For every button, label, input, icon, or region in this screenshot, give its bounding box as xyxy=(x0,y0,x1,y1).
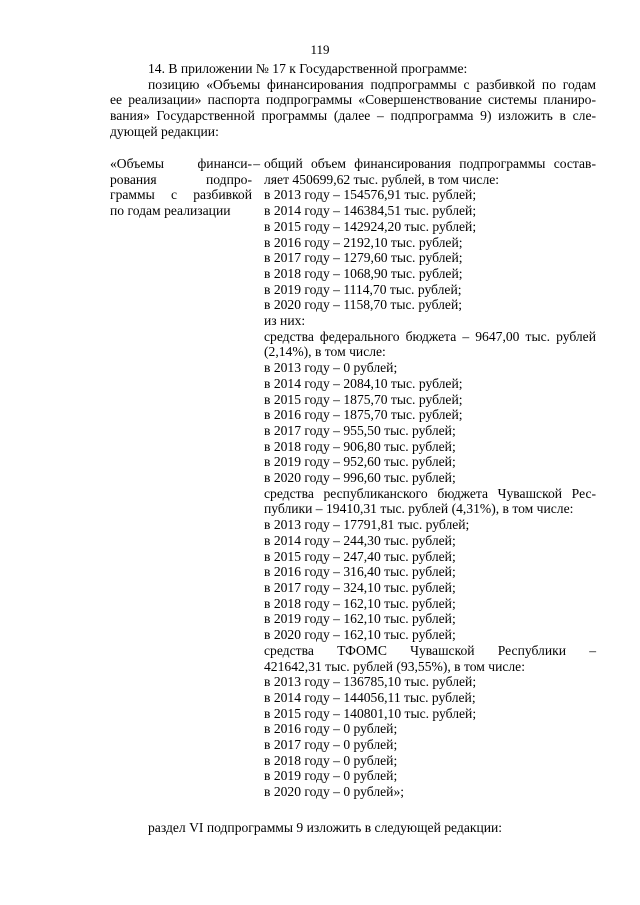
intro-paragraph xyxy=(110,77,596,140)
intro-section xyxy=(110,61,596,140)
value-line: средства ТФОМС Чувашской Республики – xyxy=(264,642,596,658)
value-line: в 2013 году – 17791,81 тыс. рублей; xyxy=(264,517,470,533)
value-line: в 2017 году – 1279,60 тыс. рублей; xyxy=(264,250,463,266)
closing-instruction: раздел VI подпрограммы 9 изложить в следующей редакции: xyxy=(148,820,503,835)
value-line: в 2015 году – 140801,10 тыс. рублей; xyxy=(264,705,477,721)
value-line: в 2015 году – 142924,20 тыс. рублей; xyxy=(264,218,477,234)
value-line: в 2016 году – 316,40 тыс. рублей; xyxy=(264,564,456,580)
value-line: в 2020 году – 996,60 тыс. рублей; xyxy=(264,470,456,486)
value-line: 421642,31 тыс. рублей (93,55%), в том числе: xyxy=(264,658,525,674)
intro-line-3: вания» Государственной программы (далее – подпрограмма 9) изложить в сле- xyxy=(110,108,596,124)
value-line: общий объем финансирования подпрограммы состав- xyxy=(264,156,596,171)
value-line: в 2020 году – 162,10 тыс. рублей; xyxy=(264,627,456,643)
value-line: в 2017 году – 0 рублей; xyxy=(264,737,398,753)
value-line: публики – 19410,31 тыс. рублей (4,31%), в том числе: xyxy=(264,501,574,517)
value-line: в 2018 году – 1068,90 тыс. рублей; xyxy=(264,265,463,281)
value-line: из них: xyxy=(264,313,306,329)
value-line: в 2019 году – 952,60 тыс. рублей; xyxy=(264,454,456,470)
label-line: «Объемы финанси- xyxy=(110,156,252,171)
value-line: в 2019 году – 162,10 тыс. рублей; xyxy=(264,611,456,627)
value-line: в 2019 году – 0 рублей; xyxy=(264,768,398,784)
passport-dash: – xyxy=(253,156,260,171)
value-line: в 2014 году – 146384,51 тыс. рублей; xyxy=(264,203,477,219)
passport-label-cell xyxy=(110,156,252,219)
value-line: в 2017 году – 324,10 тыс. рублей; xyxy=(264,579,456,595)
value-line: в 2018 году – 162,10 тыс. рублей; xyxy=(264,595,456,611)
value-line: в 2020 году – 1158,70 тыс. рублей; xyxy=(264,297,463,313)
passport-position-table xyxy=(110,156,596,816)
value-line: в 2015 году – 1875,70 тыс. рублей; xyxy=(264,391,463,407)
passport-value-cell xyxy=(264,156,596,800)
label-line: по годам реализации xyxy=(110,203,231,219)
value-line: в 2014 году – 244,30 тыс. рублей; xyxy=(264,532,456,548)
value-line: средства федерального бюджета – 9647,00 тыс. рублей xyxy=(264,328,596,344)
value-line: в 2019 году – 1114,70 тыс. рублей; xyxy=(264,281,462,297)
label-line: рования подпро- xyxy=(110,171,252,187)
value-line: в 2018 году – 906,80 тыс. рублей; xyxy=(264,438,456,454)
intro-line-1: позицию «Объемы финансирования подпрограммы с разбивкой по годам xyxy=(148,76,596,92)
value-line: ляет 450699,62 тыс. рублей, в том числе: xyxy=(264,171,500,187)
value-line: в 2013 году – 0 рублей; xyxy=(264,360,398,376)
value-line: (2,14%), в том числе: xyxy=(264,344,386,360)
value-line: средства республиканского бюджета Чувашской Рес- xyxy=(264,485,596,501)
value-line: в 2015 году – 247,40 тыс. рублей; xyxy=(264,548,456,564)
value-line: в 2014 году – 144056,11 тыс. рублей; xyxy=(264,689,476,705)
value-line: в 2018 году – 0 рублей; xyxy=(264,752,398,768)
intro-line-4: дующей редакции: xyxy=(110,123,219,139)
value-line: в 2013 году – 154576,91 тыс. рублей; xyxy=(264,187,477,203)
intro-line-2: ее реализации» паспорта подпрограммы «Совершенствование системы планиро- xyxy=(110,92,596,108)
value-line: в 2016 году – 2192,10 тыс. рублей; xyxy=(264,234,463,250)
value-line: в 2013 году – 136785,10 тыс. рублей; xyxy=(264,674,477,690)
page-number: 119 xyxy=(310,42,330,57)
value-line: в 2016 году – 0 рублей; xyxy=(264,721,398,737)
value-line: в 2014 году – 2084,10 тыс. рублей; xyxy=(264,375,463,391)
item-heading: 14. В приложении № 17 к Государственной программе: xyxy=(148,61,468,76)
label-line: граммы с разбивкой xyxy=(110,187,252,203)
value-line: в 2020 году – 0 рублей»; xyxy=(264,784,405,800)
value-line: в 2017 году – 955,50 тыс. рублей; xyxy=(264,422,456,438)
value-line: в 2016 году – 1875,70 тыс. рублей; xyxy=(264,407,463,423)
